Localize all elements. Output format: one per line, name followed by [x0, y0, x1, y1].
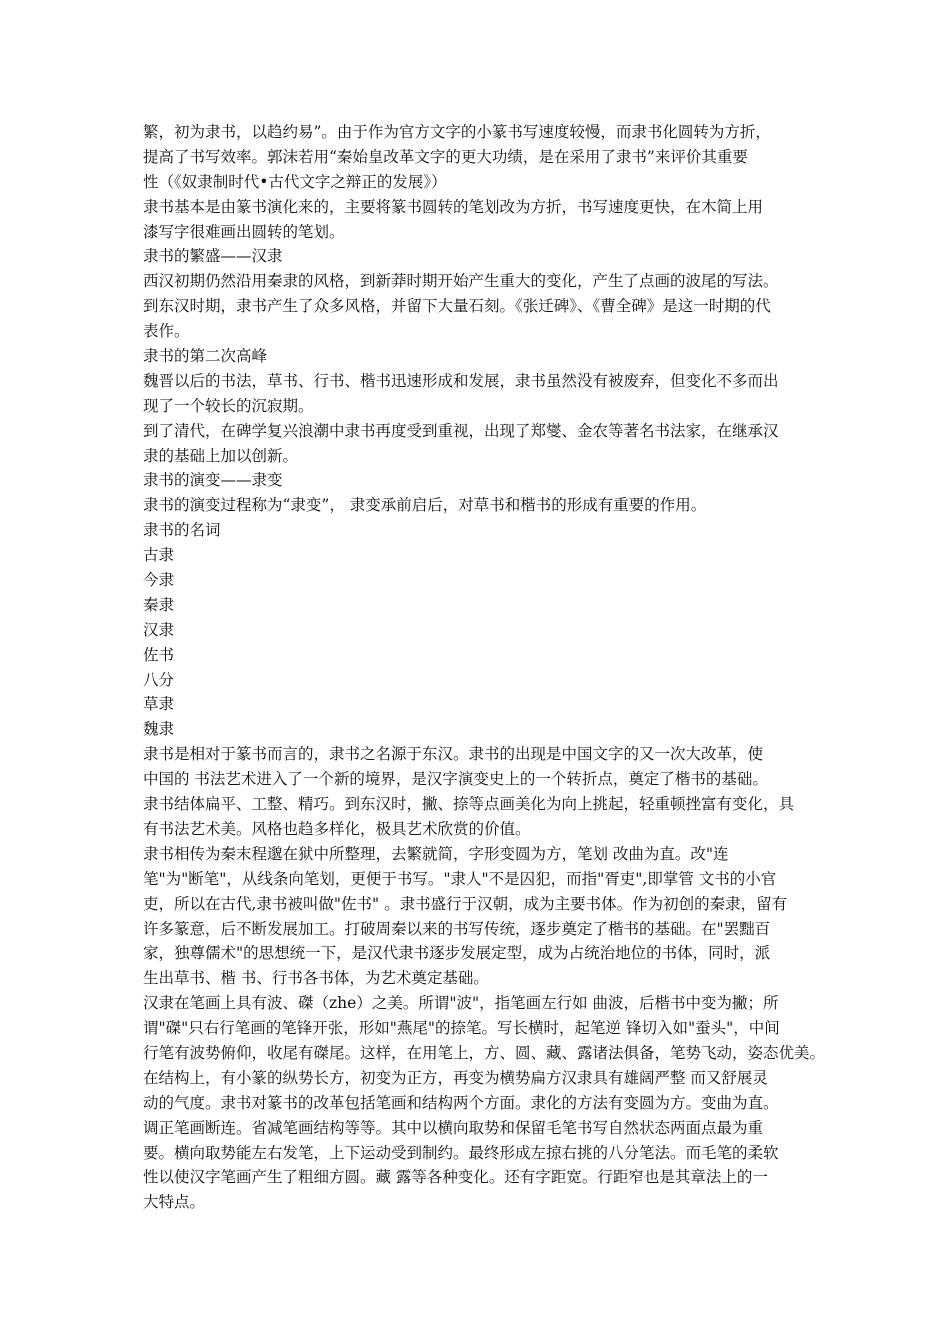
text-line: 调正笔画断连。省减笔画结构等等。其中以横向取势和保留毛笔书写自然状态两面点最为重: [143, 1118, 764, 1137]
text-line: 到东汉时期，隶书产生了众多风格，并留下大量石刻。《张迁碑》、《曹全碑》是这一时期的代: [143, 297, 771, 316]
text-line: 隶书的演变过程称为“隶变”， 隶变承前启后，对草书和楷书的形成有重要的作用。: [143, 496, 707, 515]
text-line: 家，独尊儒术"的思想统一下，是汉代隶书逐步发展定型，成为占统治地位的书体，同时，派: [143, 944, 771, 963]
text-line: 提高了书写效率。郭沫若用“秦始皇改革文字的更大功绩，是在采用了隶书”来评价其重要: [143, 147, 748, 166]
text-line: 佐书: [143, 645, 175, 664]
text-line: 性以使汉字笔画产生了粗细方圆。藏 露等各种变化。还有字距宽。行距窄也是其章法上的一: [143, 1168, 768, 1187]
text-line: 草隶: [143, 695, 175, 714]
text-line: 动的气度。隶书对篆书的改革包括笔画和结构两个方面。隶化的方法有变圆为方。变曲为直。: [143, 1093, 779, 1112]
text-line: 到了清代，在碑学复兴浪潮中隶书再度受到重视，出现了郑燮、金农等著名书法家，在继承汉: [143, 421, 779, 440]
text-line: 表作。: [143, 322, 190, 341]
text-line: 隶书基本是由篆书演化来的，主要将篆书圆转的笔划改为方折，书写速度更快，在木简上用: [143, 197, 764, 216]
document-body: [143, 120, 826, 1215]
text-line: 性（《奴隶制时代•古代文字之辩正的发展》）: [143, 172, 447, 191]
text-line: 八分: [143, 670, 175, 689]
text-line: 魏晋以后的书法，草书、行书、楷书迅速形成和发展，隶书虽然没有被废弃，但变化不多而出: [143, 371, 779, 390]
text-line: 隶书是相对于篆书而言的，隶书之名源于东汉。隶书的出现是中国文字的又一次大改革，使: [143, 745, 764, 764]
text-line: 谓"磔"只右行笔画的笔锋开张，形如"燕尾"的捺笔。写长横时，起笔逆 锋切入如"蚕头"，中间: [143, 1019, 780, 1038]
text-line: 有书法艺术美。风格也趋多样化，极具艺术欣赏的价值。: [143, 819, 531, 838]
text-line: 在结构上，有小篆的纵势长方，初变为正方，再变为横势扁方汉隶具有雄阔严整 而又舒展灵: [143, 1068, 768, 1087]
text-line: 隶书的第二次高峰: [143, 347, 268, 366]
text-line: 笔"为"断笔"，从线条向笔划，更便于书写。"隶人"不是囚犯，而指"胥吏",即掌管 文书的小官: [143, 869, 777, 888]
text-line: 秦隶: [143, 595, 175, 614]
text-line: 汉隶在笔画上具有波、磔（zhe）之美。所谓"波"，指笔画左行如 曲波，后楷书中变为撇；所: [143, 994, 779, 1013]
text-line: 隶的基础上加以创新。: [143, 446, 299, 465]
text-line: 吏，所以在古代,隶书被叫做"佐书" 。隶书盛行于汉朝，成为主要书体。作为初创的秦隶，留有: [143, 894, 788, 913]
text-line: 汉隶: [143, 620, 175, 639]
text-line: 古隶: [143, 546, 175, 565]
text-line: 行笔有波势俯仰，收尾有磔尾。这样，在用笔上，方、圆、藏、露诸法俱备，笔势飞动，姿态优美。: [143, 1043, 826, 1062]
text-line: 隶书的繁盛——汉隶: [143, 247, 283, 266]
text-line: 要。横向取势能左右发笔，上下运动受到制约。最终形成左掠右挑的八分笔法。而毛笔的柔软: [143, 1143, 779, 1162]
text-line: 中国的 书法艺术进入了一个新的境界，是汉字演变史上的一个转折点，奠定了楷书的基础。: [143, 770, 768, 789]
text-line: 生出草书、楷 书、行书各书体，为艺术奠定基础。: [143, 969, 489, 988]
text-line: 繁，初为隶书，以趋约易”。由于作为官方文字的小篆书写速度较慢，而隶书化圆转为方折，: [143, 123, 771, 141]
text-line: 魏隶: [143, 720, 175, 739]
text-line: 西汉初期仍然沿用秦隶的风格，到新莽时期开始产生重大的变化，产生了点画的波尾的写法。: [143, 272, 779, 291]
text-line: 今隶: [143, 571, 175, 590]
text-line: 隶书的名词: [143, 521, 221, 540]
text-line: 许多篆意，后不断发展加工。打破周秦以来的书写传统，逐步奠定了楷书的基础。在"罢黜百: [143, 919, 771, 938]
text-line: 大特点。: [143, 1193, 206, 1212]
text-line: 隶书的演变——隶变: [143, 471, 283, 490]
text-line: 隶书相传为秦末程邈在狱中所整理，去繁就简，字形变圆为方，笔划 改曲为直。改"连: [143, 844, 729, 863]
text-line: 隶书结体扁平、工整、精巧。到东汉时，撇、捺等点画美化为向上挑起，轻重顿挫富有变化，具: [143, 795, 795, 814]
text-line: 现了一个较长的沉寂期。: [143, 396, 314, 415]
text-line: 漆写字很难画出圆转的笔划。: [143, 222, 345, 241]
